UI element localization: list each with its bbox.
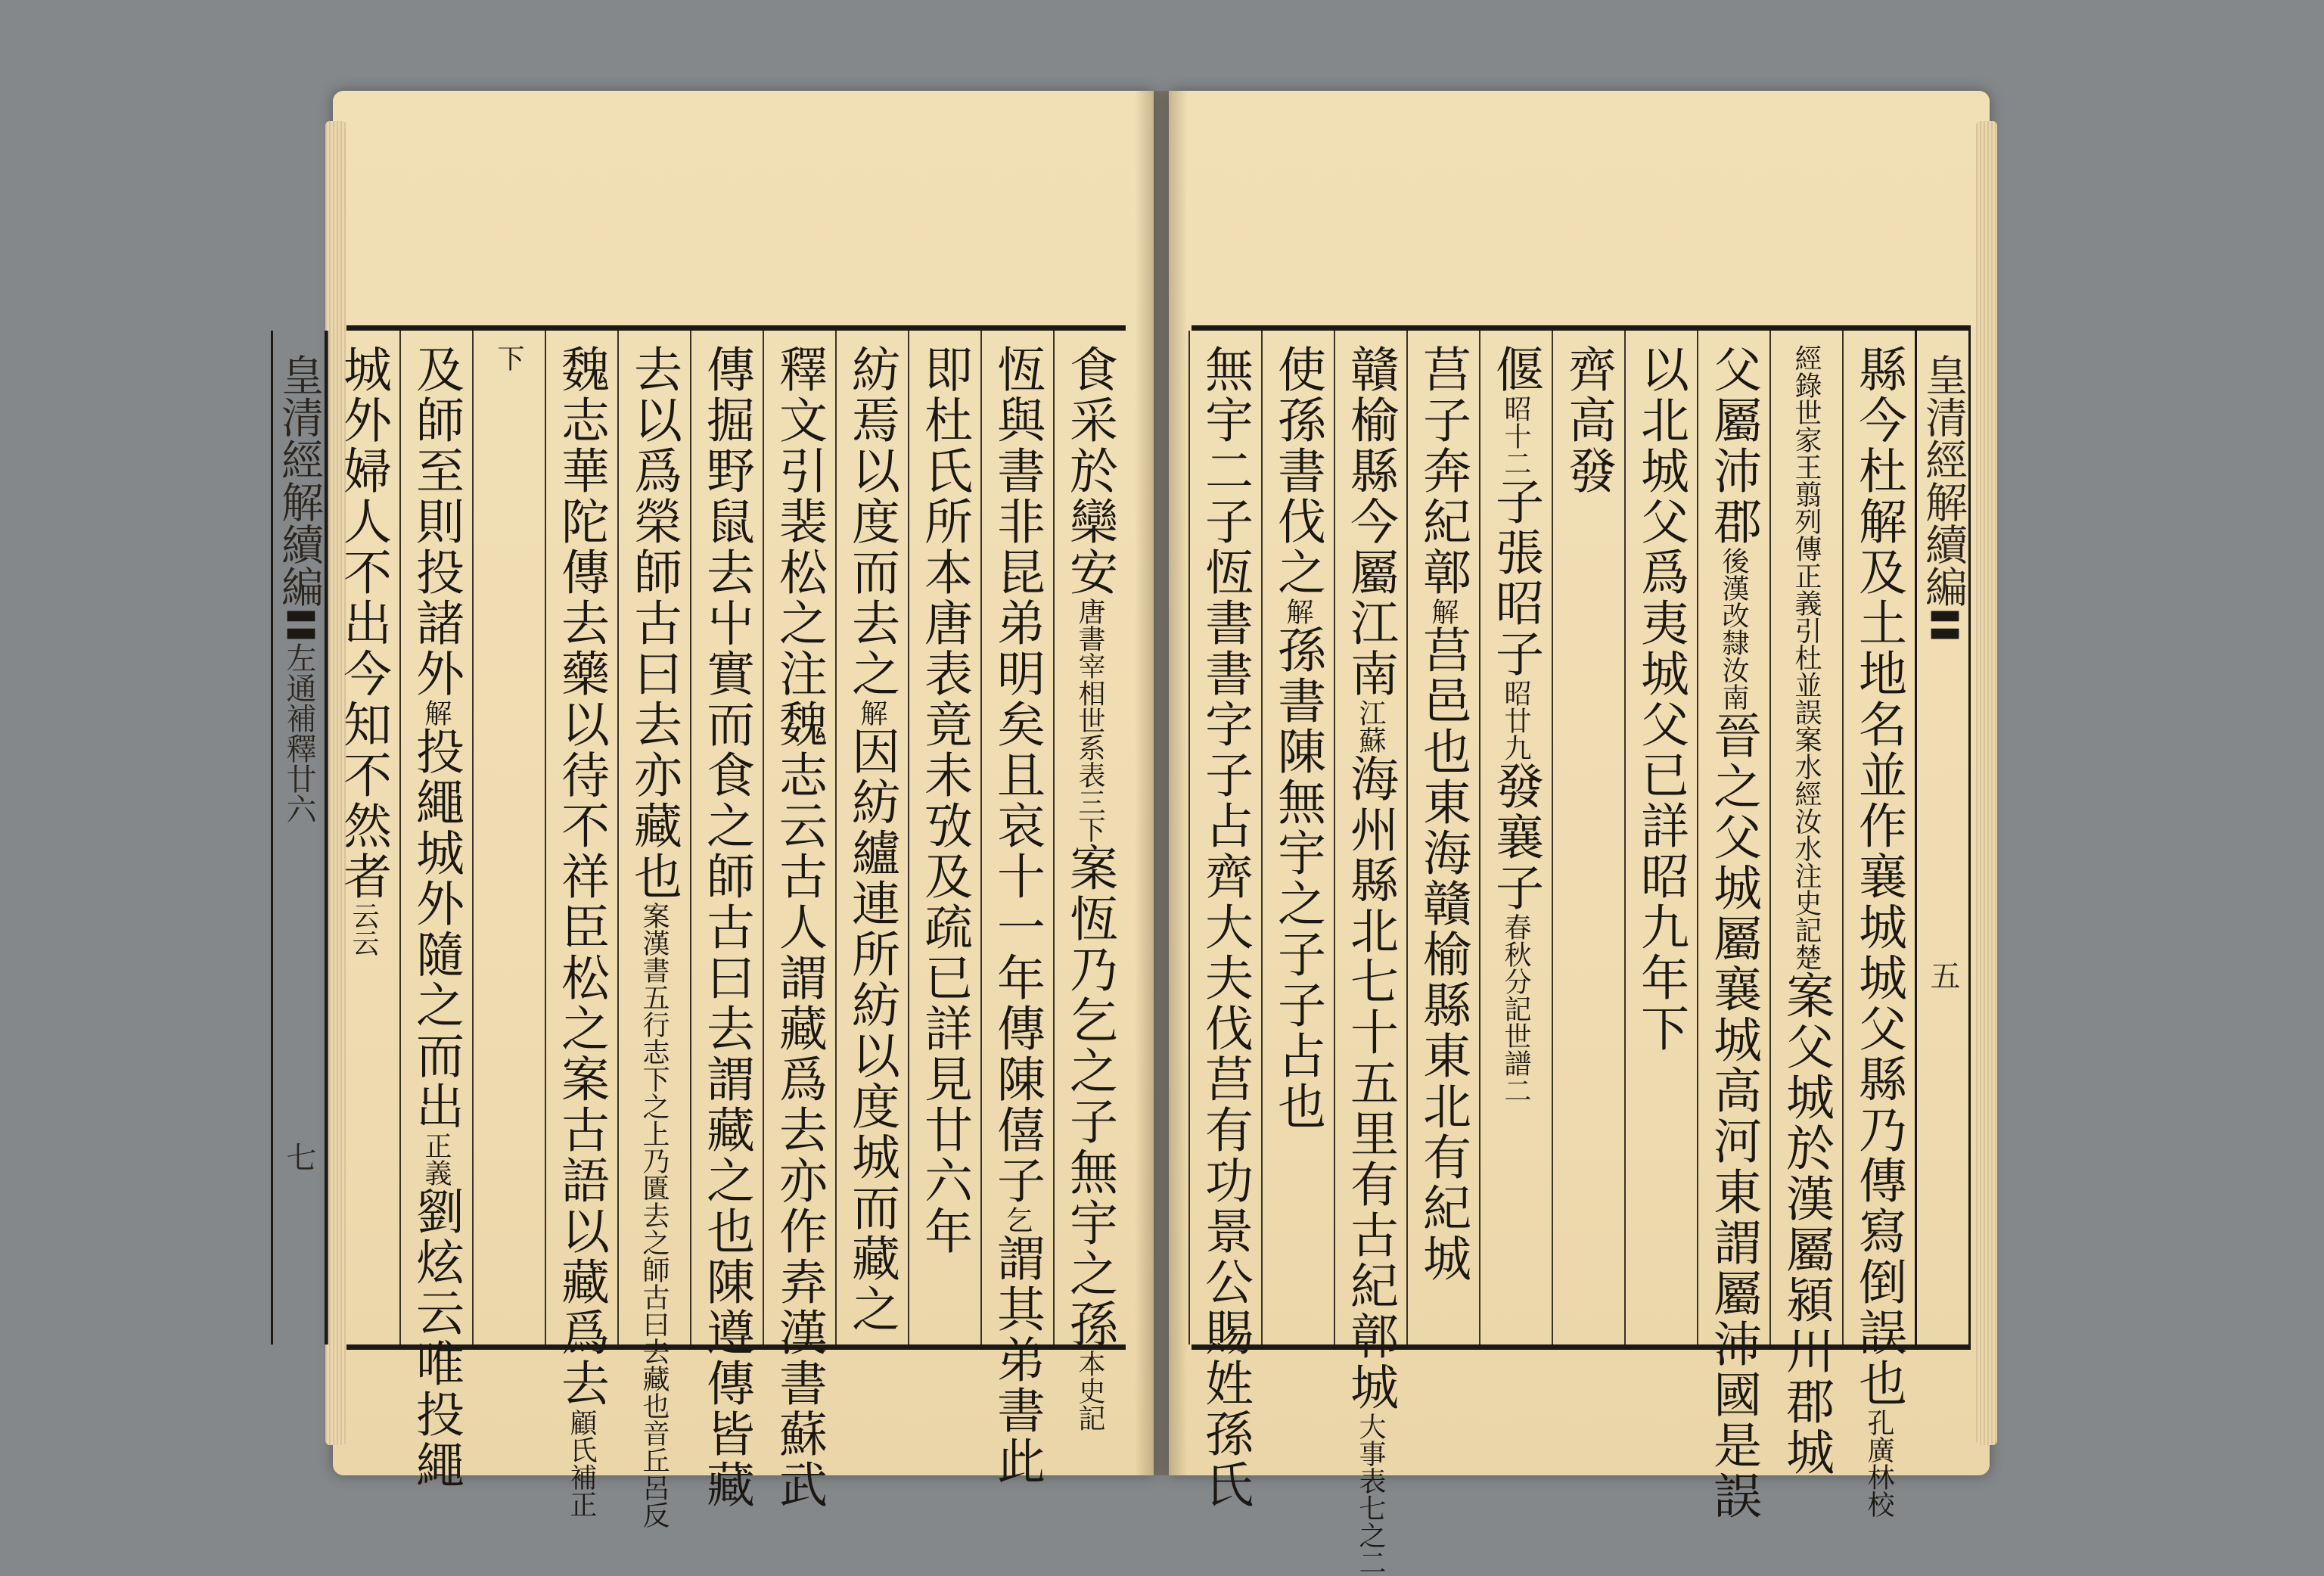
column-note: 本史記 [1074, 1350, 1105, 1431]
column-text: 父屬沛郡 [1705, 344, 1761, 547]
column-text: 案父城於漢屬潁川郡城 [1778, 971, 1834, 1478]
column-note: 解 [421, 699, 452, 726]
column-note: 解 [1428, 598, 1459, 625]
leaf-number: 七 [281, 1142, 316, 1172]
column-text: 即杜氏所本唐表竟未攷及疏已詳見廿六年 [916, 344, 972, 1257]
text-column [545, 331, 617, 1518]
column-text: 釋文引裴松之注魏志云古人謂藏爲去亦作弆漢書蘇武 [771, 344, 827, 1510]
text-column [690, 331, 763, 1510]
book-title: 皇清經解續編 [275, 353, 324, 608]
column-note: 經錄世家王翦列傳正義引杜並誤 [1791, 344, 1822, 726]
column-text: 使孫書伐之 [1269, 344, 1325, 598]
text-column [327, 331, 399, 1344]
column-note: 昭十二 [1500, 395, 1531, 477]
column-text: 案恆乃乞之子無宇之孫 [1061, 843, 1117, 1350]
column-note: 解 [1282, 598, 1313, 625]
column-note: 顧氏補正 [566, 1409, 597, 1518]
column-text: 發襄子 [1487, 761, 1543, 913]
column-text: 投繩城外隨之而出 [408, 726, 464, 1132]
right-text-frame [1192, 325, 1971, 1576]
text-column [763, 331, 835, 1510]
column-text: 莒邑也東海贛榆縣東北有紀城 [1415, 625, 1471, 1284]
text-column [1334, 331, 1406, 1576]
text-column [1406, 331, 1479, 1344]
column-text: 以北城父爲夷城父已詳昭九年下 [1633, 344, 1689, 1054]
text-column [1261, 331, 1334, 1344]
column-text: 偃 [1487, 344, 1543, 395]
book-gutter [1135, 91, 1188, 1475]
column-text: 齊高發 [1560, 344, 1616, 496]
column-text: 晉之父城屬襄城高河東謂屬沛國是誤 [1705, 710, 1761, 1522]
column-note: 孔廣林校 [1863, 1409, 1894, 1518]
text-column [1769, 331, 1842, 1478]
leaf-number: 五 [1925, 960, 1960, 990]
column-text: 子張昭子 [1487, 477, 1543, 679]
text-column [835, 331, 908, 1344]
column-text: 及師至則投諸外 [408, 344, 464, 699]
column-note: 解 [856, 699, 887, 726]
text-column [399, 331, 472, 1491]
column-text: 紡焉以度而去之 [844, 344, 899, 699]
column-text: 去以爲榮師古曰去亦藏也 [626, 344, 682, 902]
column-note: 正義 [421, 1132, 452, 1186]
text-column [1624, 331, 1697, 1344]
column-note: 唐書宰相世系表三下 [1074, 598, 1105, 843]
column-text: 謂其弟書此 [989, 1233, 1045, 1487]
text-column [617, 331, 690, 1528]
column-text: 莒子奔紀鄣 [1415, 344, 1471, 598]
column-note: 乞 [1002, 1206, 1033, 1233]
text-column [1188, 331, 1261, 1510]
text-column [1053, 331, 1126, 1431]
text-column [908, 331, 980, 1344]
column-text: 劉炫云唯投繩 [408, 1186, 464, 1491]
right-columns [1192, 331, 1971, 1576]
column-text: 食采於欒安 [1061, 344, 1117, 598]
column-note: 昭廿九 [1500, 679, 1531, 761]
book-title: 皇清經解續編 [1919, 353, 1968, 608]
column-text: 無宇二子恆書書字子占齊大夫伐莒有功景公賜姓孫氏 [1197, 344, 1253, 1510]
column-note: 案水經汝水注史記楚 [1791, 726, 1822, 971]
text-column [980, 331, 1053, 1487]
column-note: 下 [493, 344, 524, 371]
section-title: 左通補釋廿六 [281, 642, 316, 824]
column-text: 縣今杜解及土地名並作襄城城父縣乃傳寫倒誤也 [1850, 344, 1906, 1409]
column-note: 江蘇 [1355, 699, 1386, 754]
column-text: 因紡纑連所紡以度城而藏之 [844, 726, 899, 1335]
column-text: 恆與書非昆弟明矣且哀十一年傳陳僖子 [989, 344, 1045, 1206]
right-banner-column [1915, 331, 1971, 1344]
left-page [275, 91, 1154, 1528]
right-page [1169, 91, 1990, 1576]
column-text: 孫書陳無宇之子子占也 [1269, 625, 1325, 1132]
left-columns [275, 331, 1126, 1528]
column-note: 春秋分記世譜二 [1500, 913, 1531, 1104]
left-text-frame [275, 325, 1126, 1528]
left-banner-column [271, 331, 327, 1344]
text-column [1842, 331, 1915, 1518]
fish-tail-mark: 〓 [1922, 608, 1963, 642]
open-book [275, 91, 1990, 1576]
column-note: 後漢改隸汝南 [1718, 547, 1749, 710]
column-note: 案漢書五行志下之上乃匱去之師古曰去藏也音丘呂反 [638, 902, 670, 1528]
column-note: 大事表七之二 [1355, 1413, 1386, 1576]
column-text: 海州縣北七十五里有古紀鄣城 [1342, 754, 1398, 1413]
column-text: 傳掘野鼠去屮實而食之師古曰去謂藏之也陳遵傳皆藏 [698, 344, 754, 1510]
column-text: 贛榆縣今屬江南 [1342, 344, 1398, 699]
fish-tail-mark: 〓 [278, 608, 319, 642]
text-column [1697, 331, 1769, 1522]
column-note: 云云 [348, 902, 379, 956]
text-column [472, 331, 545, 1344]
column-text: 城外婦人不出今知不然者 [335, 344, 391, 902]
text-column [1479, 331, 1552, 1344]
right-page-edges [1976, 121, 1997, 1445]
text-column [1552, 331, 1624, 1344]
column-text: 魏志華陀傳去藥以待不祥臣松之案古語以藏爲去 [553, 344, 609, 1409]
